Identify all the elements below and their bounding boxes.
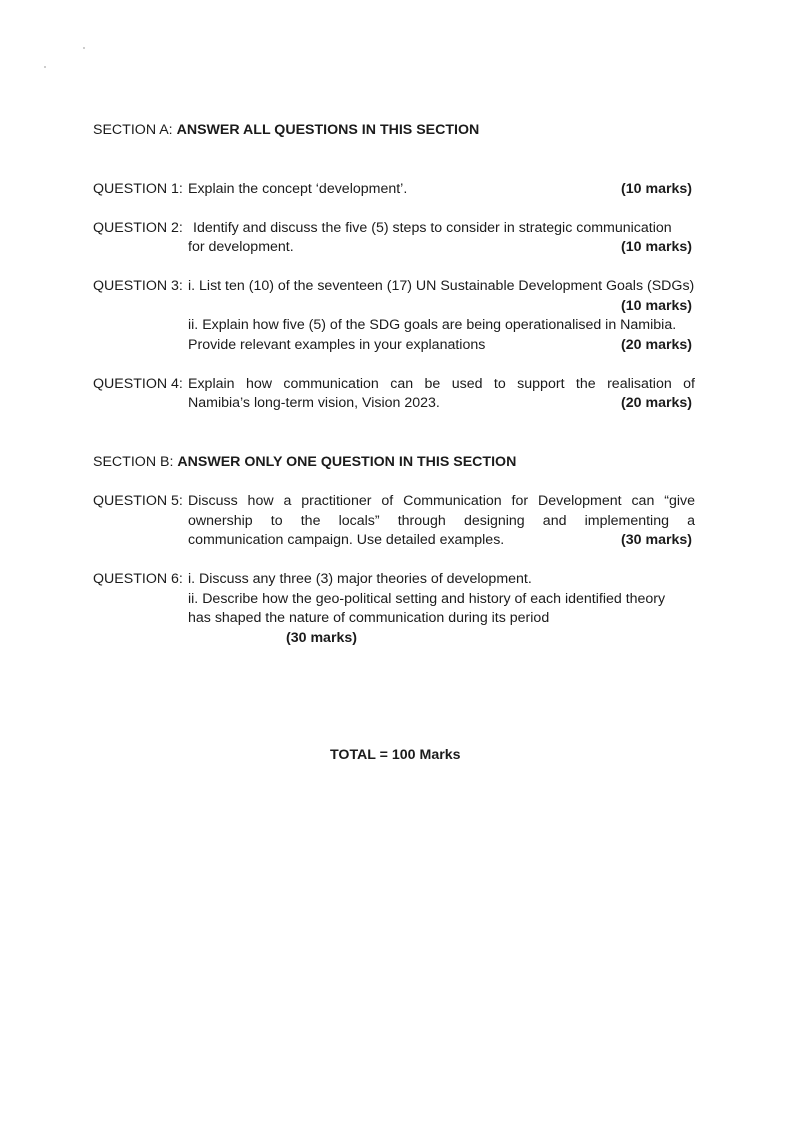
- section-a-prefix: SECTION A:: [93, 122, 177, 138]
- question-6-label: QUESTION 6:: [93, 571, 183, 587]
- question-2-text-line-1: Identify and discuss the five (5) steps to consider in strategic communication: [193, 220, 672, 236]
- question-5-label: QUESTION 5:: [93, 493, 183, 509]
- scan-speck: [83, 47, 85, 49]
- question-3-part-i: i. List ten (10) of the seventeen (17) UN Sustainable Development Goals (SDGs): [188, 278, 695, 294]
- question-2-label: QUESTION 2:: [93, 220, 183, 236]
- question-5-text-line-3: communication campaign. Use detailed examples.: [188, 532, 505, 548]
- question-1-label: QUESTION 1:: [93, 181, 183, 197]
- question-5-text-line-1: Discuss how a practitioner of Communication for Development can “give: [188, 493, 695, 509]
- question-1-text: Explain the concept ‘development’.: [188, 181, 408, 197]
- question-4-label: QUESTION 4:: [93, 376, 183, 392]
- scan-speck: [44, 66, 46, 68]
- question-3-part-ii-line-1: ii. Explain how five (5) of the SDG goals are being operationalised in Namibia.: [188, 317, 677, 333]
- question-6-text-line-3: has shaped the nature of communication during its period: [188, 610, 550, 626]
- question-6-marks: (30 marks): [286, 630, 357, 646]
- question-4-marks: (20 marks): [621, 395, 692, 411]
- total-marks: TOTAL = 100 Marks: [330, 747, 461, 763]
- question-6-text-line-2: ii. Describe how the geo-political setting and history of each identified theory: [188, 591, 666, 607]
- question-2-marks: (10 marks): [621, 239, 692, 255]
- section-a-heading: [93, 121, 479, 141]
- section-b-heading: [93, 453, 516, 473]
- section-b-prefix: SECTION B:: [93, 454, 178, 470]
- section-a-instruction: ANSWER ALL QUESTIONS IN THIS SECTION: [176, 122, 480, 138]
- question-2-text-line-2: for development.: [188, 239, 294, 255]
- question-5-text-line-2: ownership to the locals” through designing and implementing a: [188, 513, 695, 529]
- question-4-text-line-2: Namibia’s long-term vision, Vision 2023.: [188, 395, 440, 411]
- question-1-marks: (10 marks): [621, 181, 692, 197]
- question-3-part-ii-line-2: Provide relevant examples in your explanations: [188, 337, 486, 353]
- question-3-part-i-marks: (10 marks): [621, 298, 692, 314]
- question-4-text-line-1: Explain how communication can be used to support the realisation of: [188, 376, 695, 392]
- question-5-marks: (30 marks): [621, 532, 692, 548]
- question-3-label: QUESTION 3:: [93, 278, 183, 294]
- question-6-text-line-1: i. Discuss any three (3) major theories of development.: [188, 571, 532, 587]
- section-b-instruction: ANSWER ONLY ONE QUESTION IN THIS SECTION: [177, 454, 517, 470]
- question-3-part-ii-marks: (20 marks): [621, 337, 692, 353]
